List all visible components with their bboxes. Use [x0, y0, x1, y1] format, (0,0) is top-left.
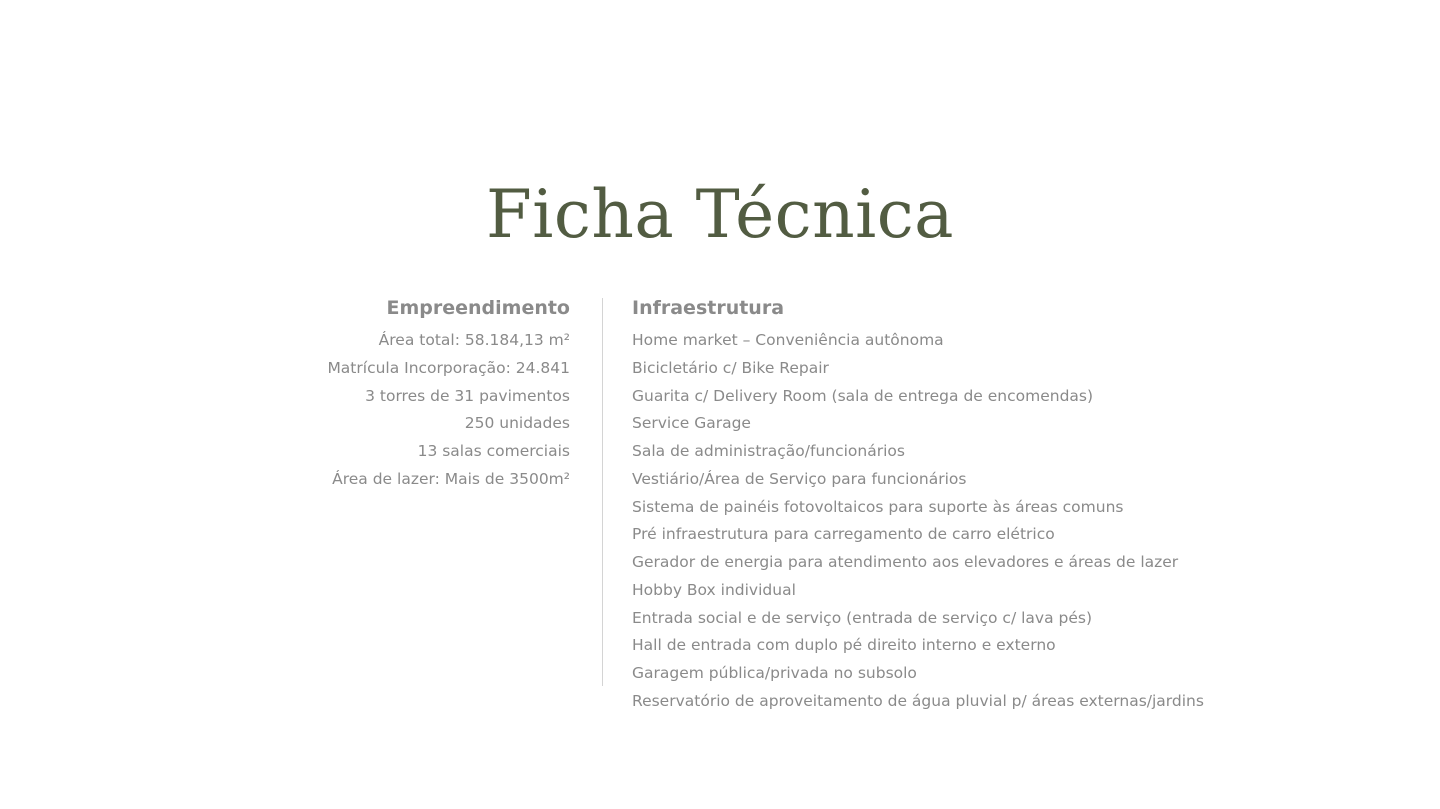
list-item: Vestiário/Área de Serviço para funcionários: [632, 469, 967, 488]
list-item: 13 salas comerciais: [417, 442, 570, 460]
list-item: Service Garage: [632, 414, 751, 433]
empreendimento-section: [250, 294, 570, 494]
infraestrutura-list: [632, 327, 1332, 716]
list-item: Reservatório de aproveitamento de água pluvial p/ áreas externas/jardins: [632, 691, 1204, 710]
list-item: Sala de administração/funcionários: [632, 442, 905, 460]
list-item: Entrada social e de serviço (entrada de serviço c/ lava pés): [632, 608, 1092, 627]
list-item: Pré infraestrutura para carregamento de carro elétrico: [632, 525, 1055, 544]
list-item: Matrícula Incorporação: 24.841: [327, 358, 570, 377]
column-divider: [602, 298, 603, 686]
list-item: Guarita c/ Delivery Room (sala de entrega de encomendas): [632, 386, 1094, 405]
list-item: Área de lazer: Mais de 3500m²: [332, 469, 570, 488]
list-item: Hall de entrada com duplo pé direito interno e externo: [632, 636, 1056, 655]
list-item: 3 torres de 31 pavimentos: [365, 386, 570, 405]
infraestrutura-heading: Infraestrutura: [632, 297, 785, 319]
list-item: Bicicletário c/ Bike Repair: [632, 358, 829, 377]
empreendimento-list: [250, 327, 570, 494]
list-item: Hobby Box individual: [632, 580, 796, 599]
list-item: Garagem pública/privada no subsolo: [632, 664, 917, 682]
empreendimento-heading: Empreendimento: [386, 297, 570, 319]
infraestrutura-section: [632, 294, 1332, 716]
page-title: Ficha Técnica: [485, 176, 955, 253]
list-item: Gerador de energia para atendimento aos elevadores e áreas de lazer: [632, 553, 1179, 571]
list-item: Home market – Conveniência autônoma: [632, 331, 944, 349]
list-item: Sistema de painéis fotovoltaicos para suporte às áreas comuns: [632, 497, 1124, 516]
list-item: 250 unidades: [464, 414, 570, 433]
list-item: Área total: 58.184,13 m²: [378, 331, 570, 349]
